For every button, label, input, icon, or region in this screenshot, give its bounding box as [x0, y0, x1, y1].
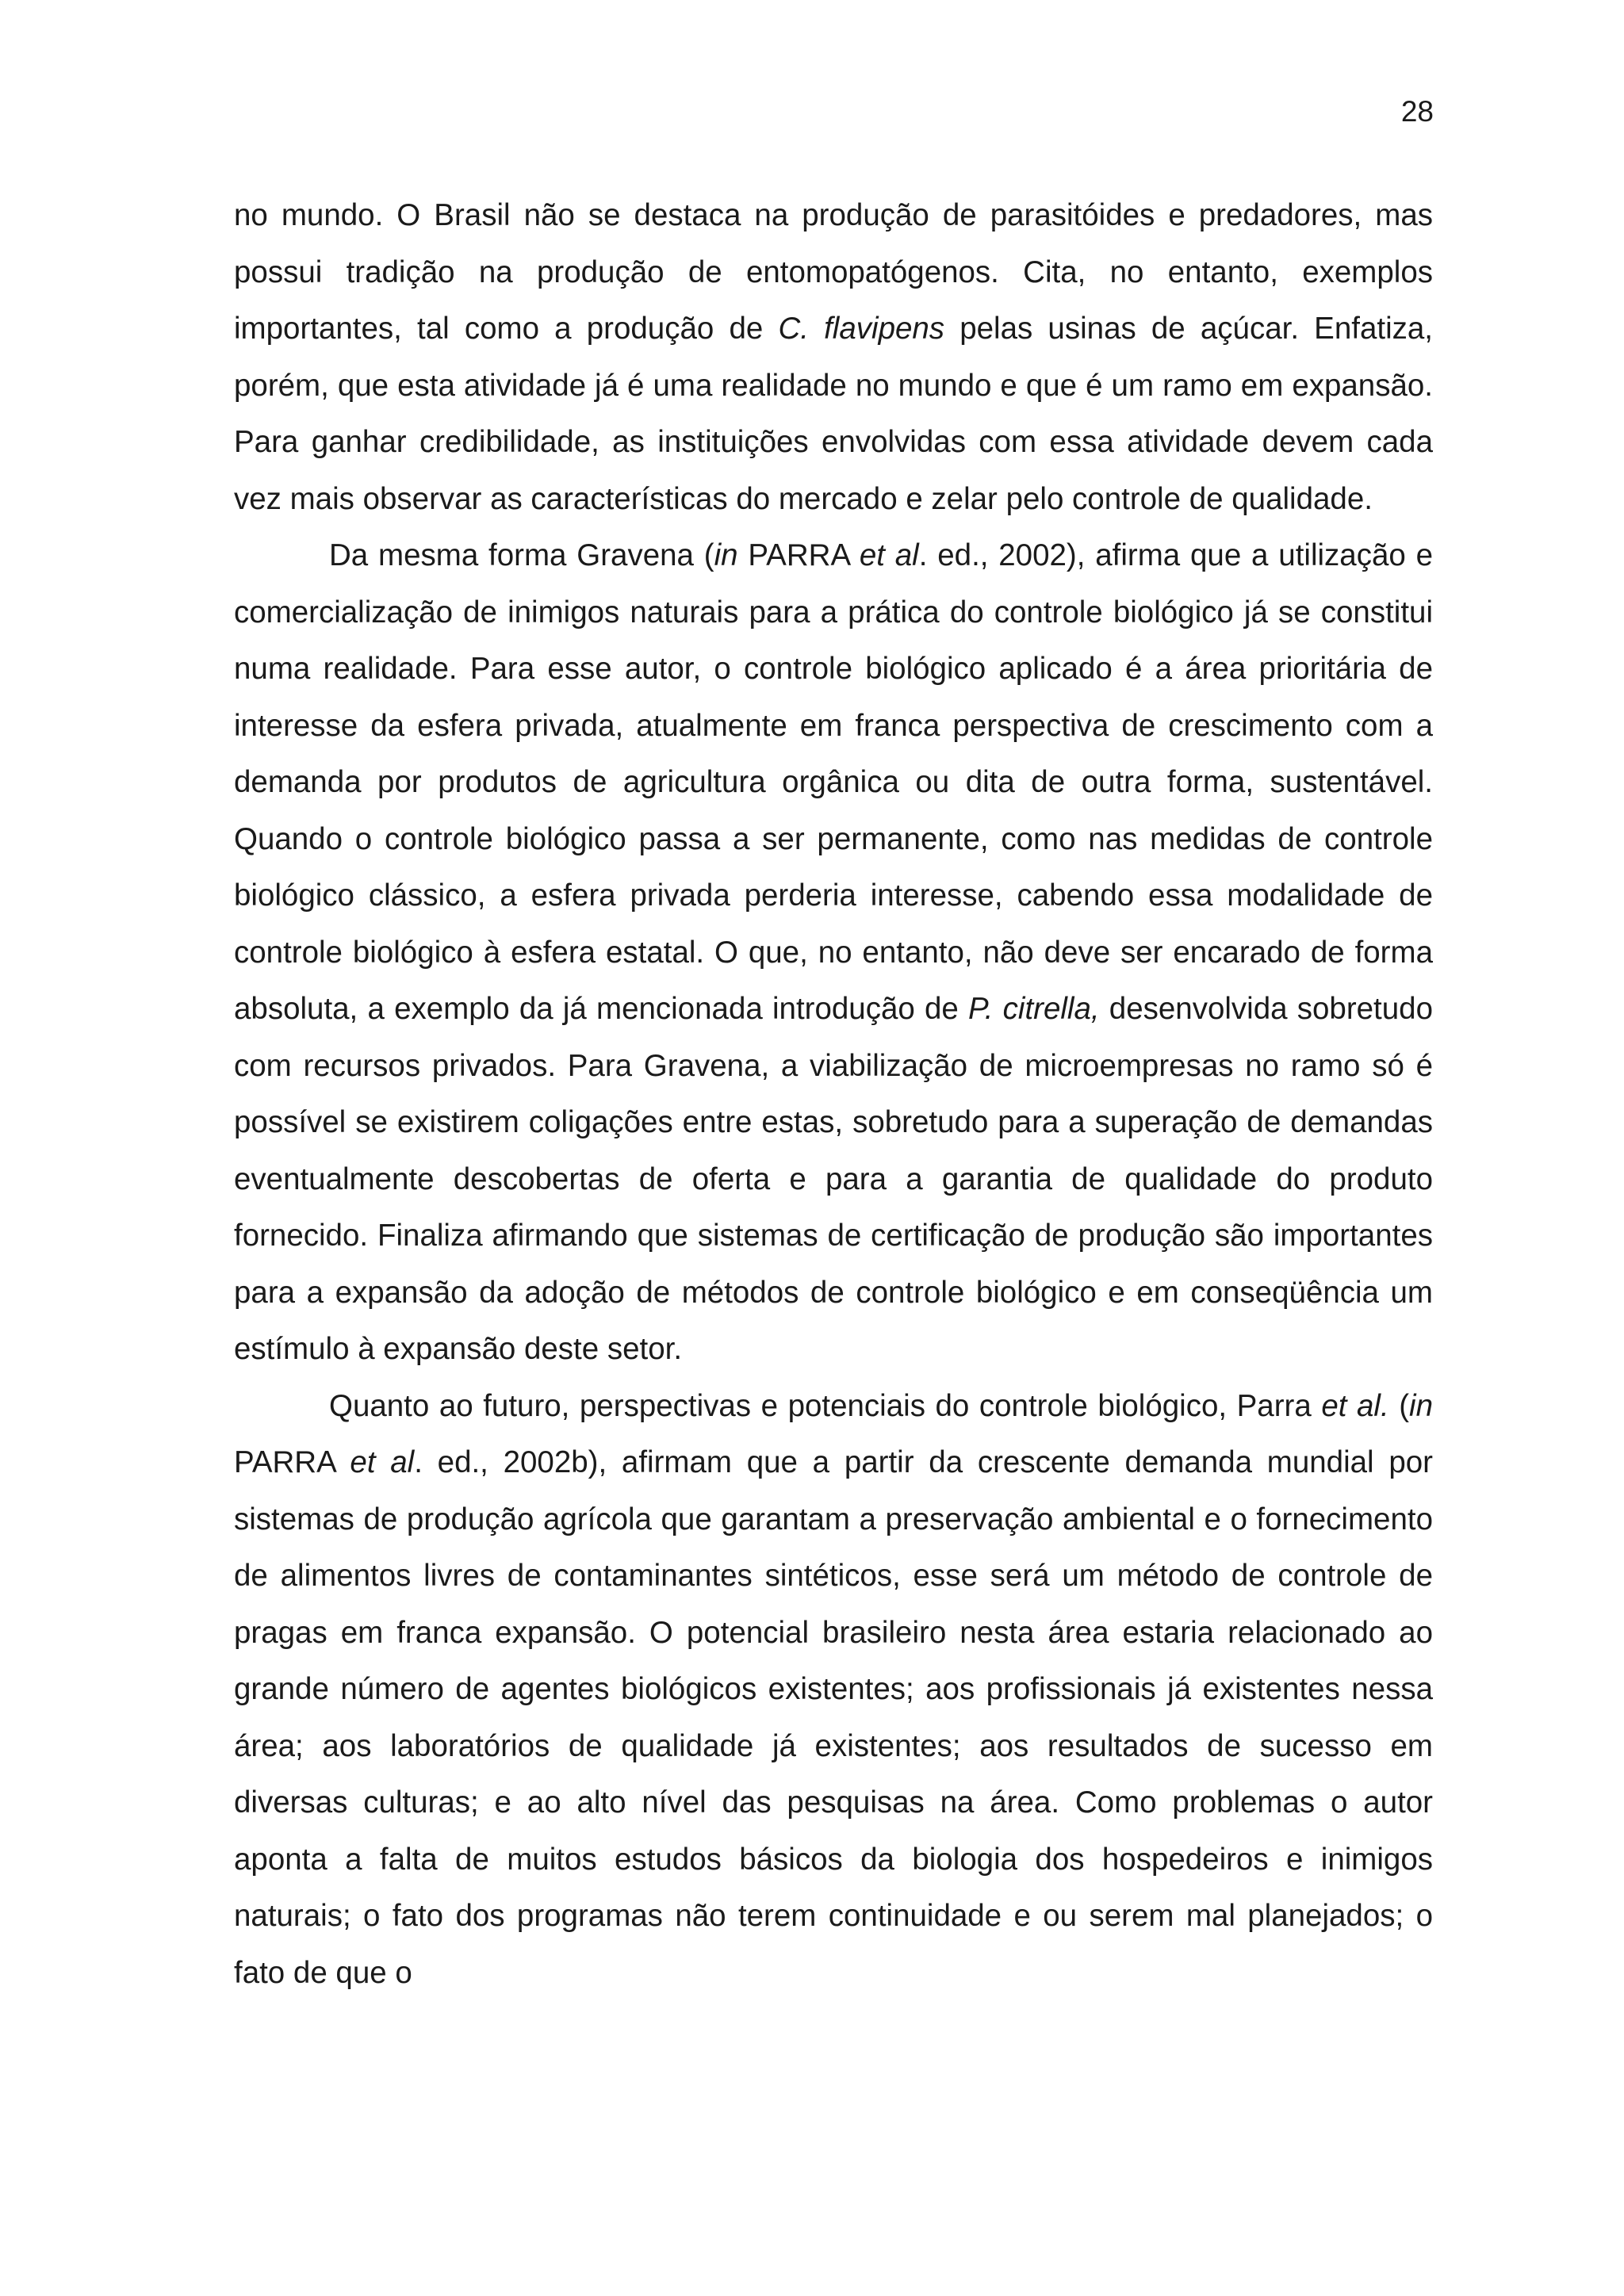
- species-name: P. citrella,: [968, 992, 1100, 1026]
- paragraph-text: PARRA: [737, 538, 860, 572]
- citation-italic: et al: [859, 538, 919, 572]
- paragraph-text: . ed., 2002b), afirmam que a partir da crescente demanda mundial por sistemas de produção agrícola que garantam a preservação ambiental e o fornecimento de alimentos livres de contaminantes sintéticos, esse será um método de controle de pragas em franca expansão. O potencial brasileiro nesta área estaria relacionado ao grande número de agentes biológicos existentes; aos profissionais já existentes nessa área; aos laboratórios de qualidade já existentes; aos resultados de sucesso em diversas culturas; e ao alto nível das pesquisas na área. Como problemas o autor aponta a falta de muitos estudos básicos da biologia dos hospedeiros e inimigos naturais; o fato dos programas não terem continuidade e ou serem mal planejados; o fato de que o: [234, 1445, 1433, 1990]
- paragraph-text: (: [1388, 1388, 1410, 1423]
- paragraph-text: Da mesma forma Gravena (: [329, 538, 714, 572]
- paragraph-1: [234, 187, 1433, 527]
- paragraph-text: no mundo. O Brasil não se destaca na produção de parasitóides e predadores, mas possui tradição na produção de entomopatógenos. Cita, no entanto, exemplos importantes, tal como a produção de: [234, 198, 1433, 346]
- paragraph-3: [234, 1378, 1433, 2002]
- paragraph-text: pelas usinas de açúcar. Enfatiza, porém, que esta atividade já é uma realidade no mundo e que é um ramo em expansão. Para ganhar credibilidade, as instituições envolvidas com essa atividade devem cada vez mais observar as características do mercado e zelar pelo controle de qualidade.: [234, 312, 1433, 516]
- citation-italic: et al.: [1321, 1388, 1389, 1423]
- citation-italic: in: [714, 538, 738, 572]
- paragraph-text: PARRA: [234, 1445, 350, 1479]
- paragraph-2: [234, 527, 1433, 1378]
- paragraph-text: desenvolvida sobretudo com recursos privados. Para Gravena, a viabilização de microempresas no ramo só é possível se existirem coligações entre estas, sobretudo para a superação de demandas eventualmente descobertas de oferta e para a garantia de qualidade do produto fornecido. Finaliza afirmando que sistemas de certificação de produção são importantes para a expansão da adoção de métodos de controle biológico e em conseqüência um estímulo à expansão deste setor.: [234, 992, 1433, 1366]
- citation-italic: in: [1409, 1388, 1434, 1423]
- document-body: [234, 187, 1433, 2001]
- paragraph-text: Quanto ao futuro, perspectivas e potenciais do controle biológico, Parra: [329, 1388, 1322, 1423]
- species-name: C. flavipens: [778, 312, 945, 346]
- paragraph-text: . ed., 2002), afirma que a utilização e comercialização de inimigos naturais para a prática do controle biológico já se constitui numa realidade. Para esse autor, o controle biológico aplicado é a área prioritária de interesse da esfera privada, atualmente em franca perspectiva de crescimento com a demanda por produtos de agricultura orgânica ou dita de outra forma, sustentável. Quando o controle biológico passa a ser permanente, como nas medidas de controle biológico clássico, a esfera privada perderia interesse, cabendo essa modalidade de controle biológico à esfera estatal. O que, no entanto, não deve ser encarado de forma absoluta, a exemplo da já mencionada introdução de: [234, 538, 1434, 1026]
- page-number: 28: [1400, 95, 1434, 128]
- citation-italic: et al: [350, 1445, 415, 1479]
